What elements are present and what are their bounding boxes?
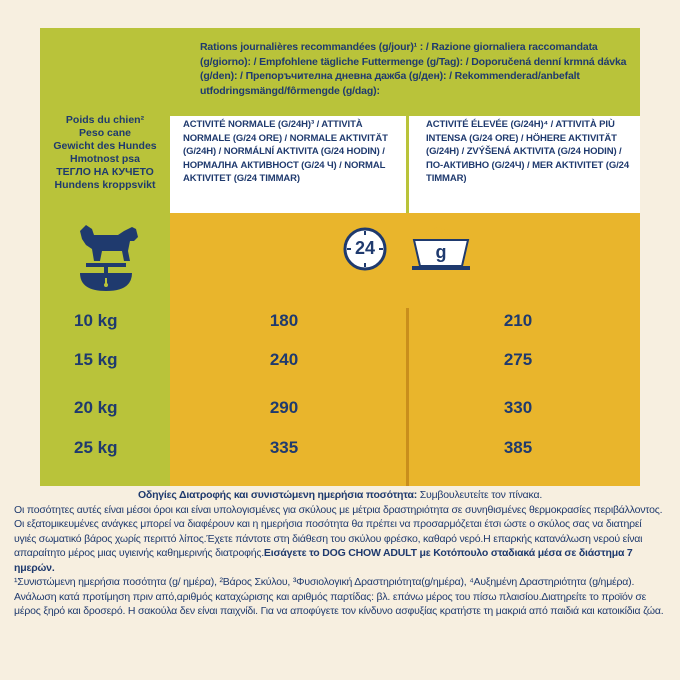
high-value: 385 — [503, 438, 533, 457]
daily-ration-header: Rations journalières recommandées (g/jour)¹ : / Razione giornaliera raccomandata (g/giorno): / Empfohlene tägliche Futtermenge (g/Tag): / Doporučená denní krmná dávka (g/den): / Препоръчителна дневна дажба (g/ден): / Rekommenderad/anbefalt utfodringsmängd/fôrmengde (g/dag): — [200, 41, 627, 97]
high-activity-header: ACTIVITÉ ÉLEVÉE (G/24H)⁴ / ATTIVITÀ PIÙ INTENSA (G/24 ORE) / HÖHERE AKTIVITÄT (G/24H) / ZVÝŠENÁ AKTIVITA (G/24 HODIN) / ПО-АКТИВНО (G/24Ч) / MER AKTIVITET (G/24 TIMMAR) — [426, 119, 630, 184]
instructions-paragraph: Οι ποσότητες αυτές είναι μέσοι όροι και είναι υπολογισμένες για σκύλους με μέτρια δραστηριότητα σε συνηθισμένες θερμοκρασίες περιβάλλοντος. Οι εξατομικευμένες ανάγκες μπορεί να διαφέρουν και η ημερήσια ποσότητα θα πρέπει να προσαρμόζεται έτσι ώστε ο σκύλος σας να διατηρεί υγιές σωματικό βάρος χωρίς περιττό λίπος.Έχετε πάντοτε στη διάθεση του σκύλου φρέσκο, καθαρό νερό.Η επαρκής κατανάλωση νερού είναι απαραίτητο μέρος μιας υγιεινής καθημερινής διατροφής. — [14, 503, 663, 559]
values-area — [170, 213, 640, 486]
clock-24-label: 24 — [354, 238, 376, 258]
weight-row-label: 15 kg — [74, 350, 118, 369]
column-divider — [406, 308, 409, 486]
instructions-title: Οδηγίες Διατροφής και συνιστώμενη ημερήσια ποσότητα: — [137, 489, 418, 501]
weight-row-label: 20 kg — [74, 398, 118, 417]
weight-header-line: Poids du chien² — [65, 114, 145, 126]
feeding-instructions — [14, 488, 666, 619]
weight-header-line: ТЕГЛО НА КУЧЕТО — [56, 166, 154, 178]
high-value: 330 — [503, 398, 533, 417]
high-value: 275 — [503, 350, 533, 369]
normal-value: 180 — [269, 311, 299, 330]
dog-on-scale-icon — [72, 223, 142, 295]
instructions-title-line — [14, 488, 666, 503]
footnotes-paragraph: ¹Συνιστώμενη ημερήσια ποσότητα (g/ ημέρα), ²Βάρος Σκύλου, ³Φυσιολογική Δραστηριότητα(g/ημέρα), ⁴Αυξημένη Δραστηριότητα (g/ημέρα). Ανάλωση κατά προτίμηση πριν από,αριθμός καταχώρισης και αριθμός παρτίδας: βλ. επάνω μέρος του πίσω πλαισίου.Διατηρείτε το προϊόν σε μέρος ξηρό και δροσερό. Η σακούλα δεν είναι παιχνίδι. Για να αποφύγετε τον κίνδυνο ασφυξίας κρατήστε τη μακριά από παιδιά και κατοικίδια ζώα. — [14, 576, 664, 617]
normal-value: 240 — [269, 350, 299, 369]
normal-value: 335 — [269, 438, 299, 457]
dog-weight-header — [40, 114, 170, 192]
food-bowl-icon — [406, 224, 476, 274]
weight-row-label: 25 kg — [74, 438, 118, 457]
normal-activity-header: ACTIVITÉ NORMALE (G/24H)³ / ATTIVITÀ NORMALE (G/24 ORE) / NORMALE AKTIVITÄT (G/24H) / NORMÁLNÍ AKTIVITA (G/24 HODIN) / НОРМАЛНА АКТИВНОСТ (G/24 Ч) / NORMAL AKTIVITET (G/24 TIMMAR) — [183, 119, 388, 184]
bowl-g-label: g — [435, 242, 447, 262]
high-value: 210 — [503, 311, 533, 330]
clock-24-icon — [342, 226, 388, 272]
weight-header-line: Hundens kroppsvikt — [54, 179, 156, 191]
column-divider — [406, 116, 409, 213]
weight-header-line: Peso cane — [79, 127, 131, 139]
transition-note: Εισάγετε το DOG CHOW ADULT με Κοτόπουλο σταδιακά μέσα σε διάστημα 7 ημερών. — [14, 547, 633, 574]
feeding-table-panel — [40, 28, 640, 486]
weight-row-label: 10 kg — [74, 311, 118, 330]
normal-value: 290 — [269, 398, 299, 417]
weight-header-line: Hmotnost psa — [69, 153, 140, 165]
instructions-title-rest: Συμβουλευτείτε τον πίνακα. — [417, 489, 543, 501]
weight-header-line: Gewicht des Hundes — [53, 140, 157, 152]
